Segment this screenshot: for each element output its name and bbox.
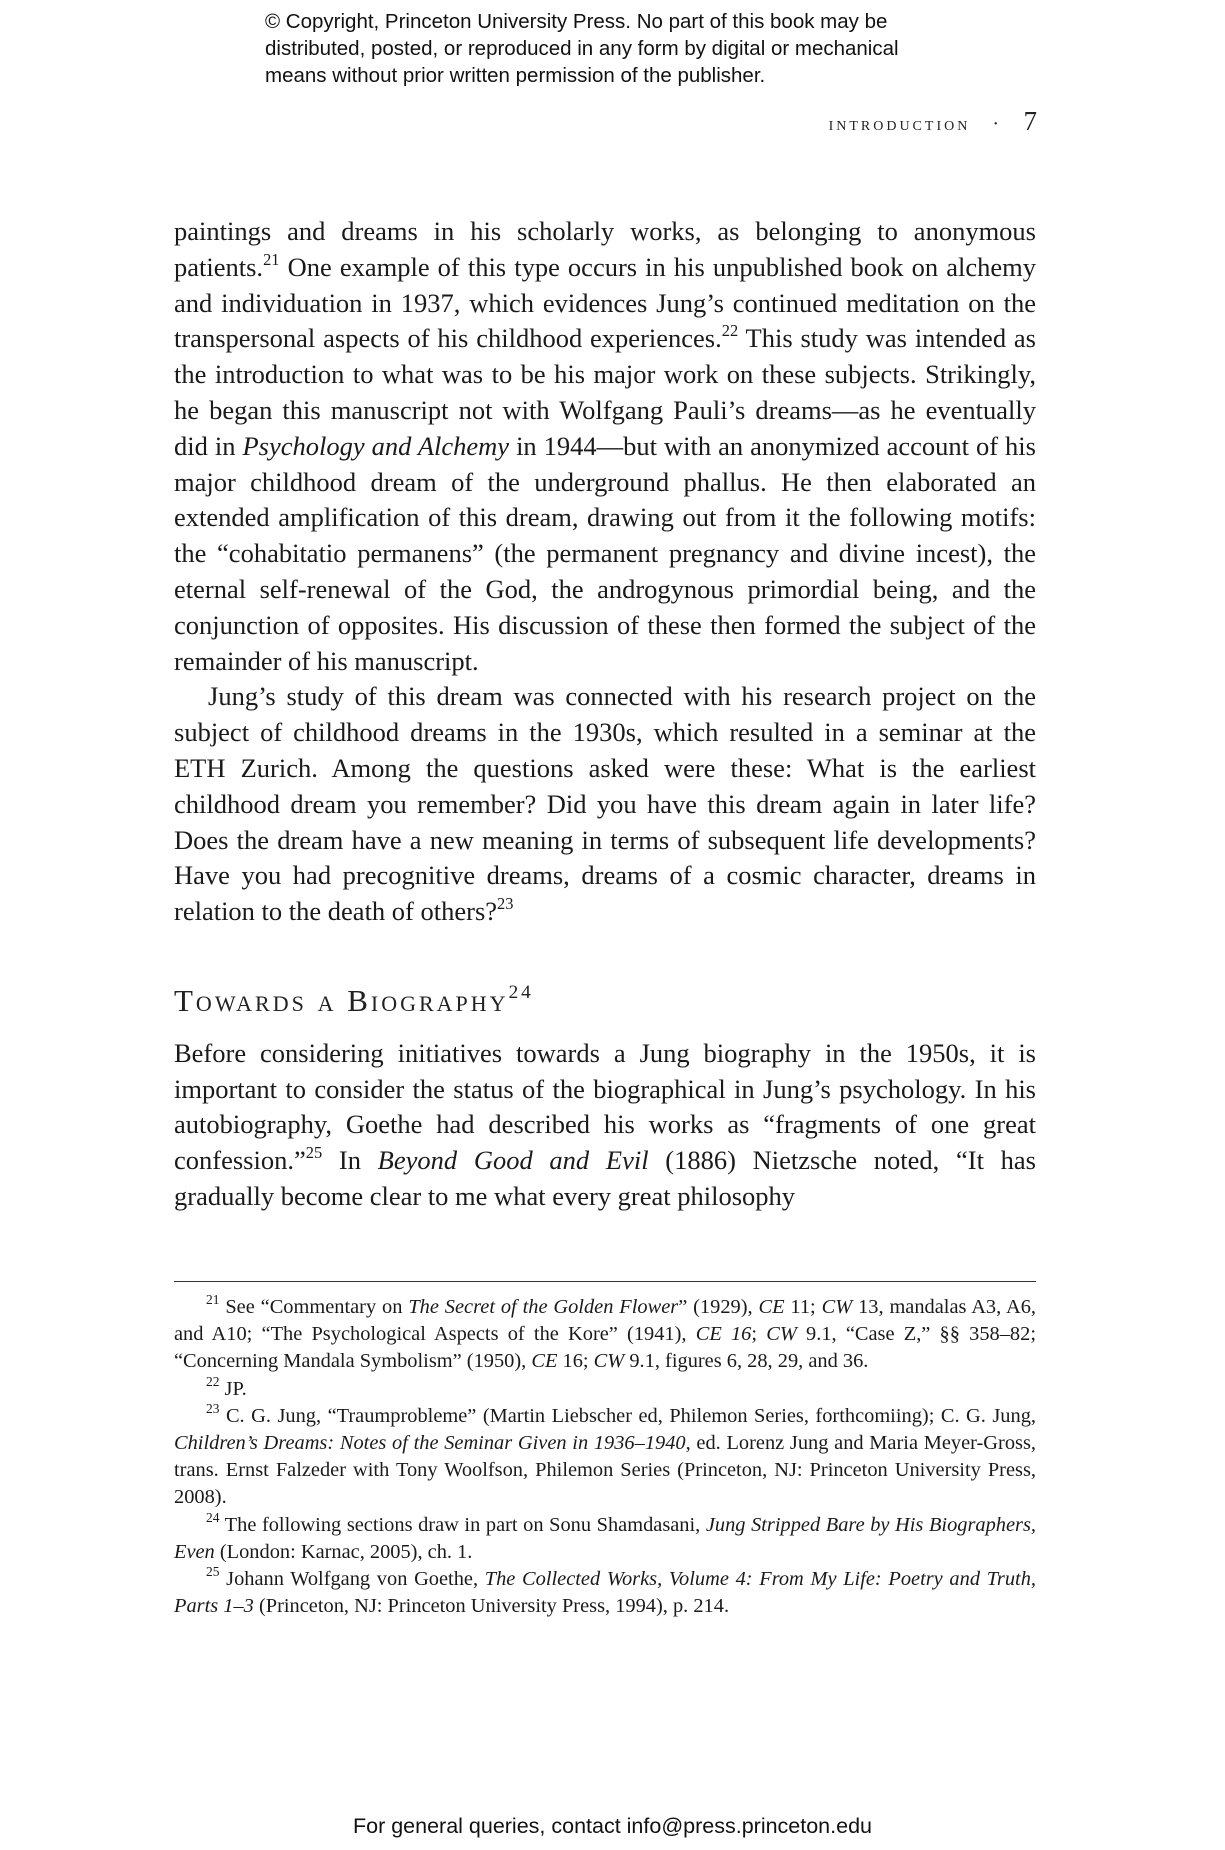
- paragraph: [174, 214, 1036, 679]
- section-heading-text: Towards a Biography: [174, 982, 509, 1018]
- body-text: [174, 214, 1036, 1215]
- copyright-notice: [265, 8, 1025, 89]
- copyright-line: © Copyright, Princeton University Press. No part of this book may be: [265, 10, 888, 33]
- footnote: $^{24}$ The following sections draw in part on Sonu Shamdasani, Jung Stripped Bare by His Biographers, Even (London: Karnac, 2005), ch. 1.: [174, 1509, 1036, 1563]
- footnote-number: 25: [206, 1563, 220, 1579]
- paragraph: [174, 679, 1036, 930]
- footnote-number: 22: [206, 1373, 220, 1389]
- copyright-line: means without prior written permission of the publisher.: [265, 64, 766, 87]
- footnote-rule: [174, 1281, 1036, 1282]
- footnote-ref[interactable]: 24: [508, 981, 534, 1003]
- paragraph: [174, 1036, 1036, 1215]
- copyright-line: distributed, posted, or reproduced in any form by digital or mechanical: [265, 37, 899, 60]
- text-run: (1886) Nietzsche noted, “It has gradually become clear to me what every great philosophy: [174, 1145, 1036, 1211]
- text-run: in 1944—but with an anonymized account of his major childhood dream of the underground phallus. He then elaborated an extended amplification of this dream, drawing out from it the following motifs: the “cohabitatio permanens” (the permanent pregnancy and divine incest), the eternal self-renewal of the God, the androgynous primordial being, and the conjunction of opposites. His discussion of these then formed the subject of the remainder of his manuscript.: [174, 430, 1036, 676]
- footnote-number: 21: [206, 1291, 220, 1307]
- running-head-title: introduction: [828, 113, 971, 135]
- text-run: One example of this type occurs in his unpublished book on alchemy and individuation in 1937, which evidences Jung’s continued meditation on the transpersonal aspects of his childhood experiences.: [174, 251, 1036, 354]
- footnote-ref[interactable]: 23: [497, 893, 514, 913]
- footnote-number: 24: [206, 1509, 220, 1525]
- text-run: In: [322, 1145, 378, 1176]
- running-head: [829, 106, 1037, 137]
- footnote: $^{25}$ Johann Wolfgang von Goethe, The Collected Works, Volume 4: From My Life: Poetry and Truth, Parts 1–3 (Princeton, NJ: Princeton University Press, 1994), p. 214.: [174, 1563, 1036, 1618]
- section-heading: [174, 983, 1036, 1019]
- footnote-number: 23: [206, 1400, 220, 1416]
- footnote-ref[interactable]: 25: [305, 1142, 323, 1162]
- text-run: Before considering initiatives towards a Jung biography in the 1950s, it is important to consider the status of the biographical in Jung’s psychology. In his autobiography, Goethe had described his works as “fragments of one great confession.”: [174, 1037, 1036, 1176]
- contact-line: For general queries, contact info@press.princeton.edu: [352, 1814, 872, 1838]
- footnote: $^{23}$ C. G. Jung, “Traumprobleme” (Martin Liebscher ed, Philemon Series, forthcomiing); C. G. Jung, Children’s Dreams: Notes of the Seminar Given in 1936–1940, ed. Lorenz Jung and Maria Meyer-Gross, trans. Ernst Falzeder with Tony Woolfson, Philemon Series (Princeton, NJ: Princeton University Press, 2008).: [174, 1400, 1036, 1509]
- footnotes: [174, 1291, 1036, 1620]
- footnote-ref[interactable]: 22: [721, 321, 739, 341]
- text-run: This study was intended as the introduction to what was to be his major work on these subjects. Strikingly, he began this manuscript not with Wolfgang Pauli’s dreams—as he eventually did in: [174, 323, 1036, 461]
- footnote: $^{21}$ See “Commentary on The Secret of the Golden Flower” (1929), CE 11; CW 13, mandalas A3, A6, and A10; “The Psychological Aspects of the Kore” (1941), CE 16; CW 9.1, “Case Z,” §§ 358–82; “Concerning Mandala Symbolism” (1950), CE 16; CW 9.1, figures 6, 28, 29, and 36.: [174, 1291, 1036, 1373]
- text-run: Jung’s study of this dream was connected with his research project on the subject of childhood dreams in the 1930s, which resulted in a seminar at the ETH Zurich. Among the questions asked were these: What is the earliest childhood dream you remember? Did you have this dream again in later life? Does the dream have a new meaning in terms of subsequent life developments? Have you had precognitive dreams, dreams of a cosmic character, dreams in relation to the death of others?: [174, 681, 1036, 927]
- footnote: $^{22}$ JP.: [206, 1373, 247, 1400]
- book-title: Psychology and Alchemy: [242, 430, 510, 461]
- running-head-separator: ·: [992, 113, 1002, 135]
- book-title: Beyond Good and Evil: [377, 1145, 649, 1176]
- footnote-ref[interactable]: 21: [263, 249, 280, 269]
- page-number: 7: [1023, 106, 1037, 136]
- text-run: paintings and dreams in his scholarly works, as belonging to anonymous patients.: [174, 216, 1036, 282]
